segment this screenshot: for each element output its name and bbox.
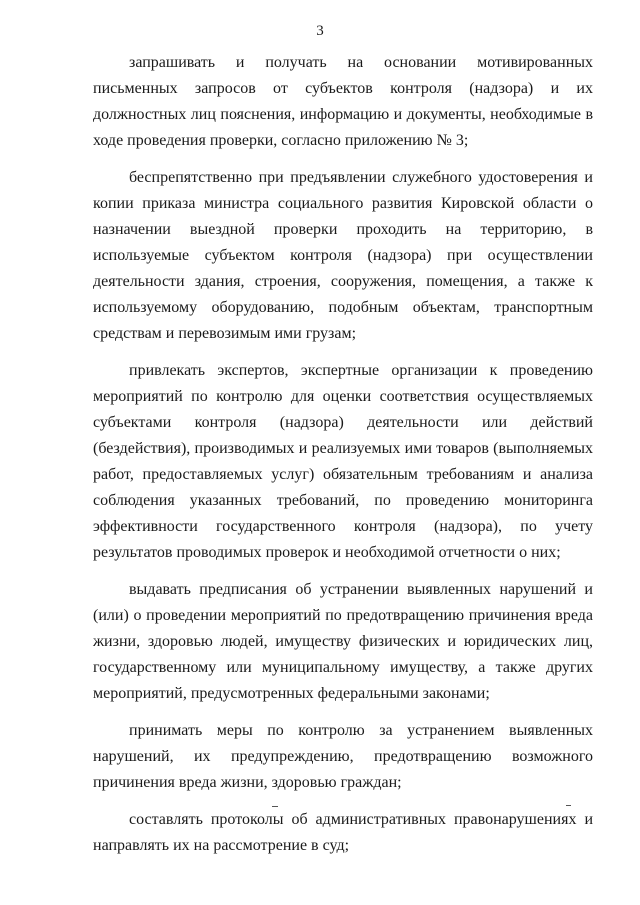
paragraph-access-territory: беспрепятственно при предъявлении служебного удостоверения и копии приказа министра социального развития Кировской области о назначении выездной проверки проходить на территорию, в используемые субъектом контроля (надзора) при осуществлении деятельности здания, строения, сооружения, помещения, а также к используемому оборудованию, подобным объектам, транспортным средствам и перевозимым ими грузам; [93, 169, 593, 342]
paragraph-engage-experts: привлекать экспертов, экспертные организации к проведению мероприятий по контролю для оценки соответствия осуществляемых субъектами контроля (надзора) деятельности или действий (бездействия), производимых и реализуемых ими товаров (выполняемых работ, предоставляемых услуг) обязательным требованиям и анализа соблюдения указанных требований, по проведению мониторинга эффективности государственного контроля (надзора), по учету результатов проводимых проверок и необходимой отчетности о них; [93, 362, 593, 561]
document-body [93, 50, 593, 870]
scan-speck [272, 806, 278, 807]
paragraph-draw-protocols: составлять протоколы об административных правонарушениях и направлять их на рассмотрение в суд; [93, 811, 593, 854]
scan-speck [566, 805, 571, 806]
page-number: 3 [316, 23, 324, 39]
paragraph-request-information: запрашивать и получать на основании мотивированных письменных запросов от субъектов контроля (надзора) и их должностных лиц пояснения, информацию и документы, необходимые в ходе проведения проверки, согласно приложению № 3; [93, 54, 593, 149]
paragraph-take-measures: принимать меры по контролю за устранением выявленных нарушений, их предупреждению, предотвращению возможного причинения вреда жизни, здоровью граждан; [93, 722, 593, 791]
paragraph-issue-orders: выдавать предписания об устранении выявленных нарушений и (или) о проведении мероприятий по предотвращению причинения вреда жизни, здоровью людей, имуществу физических и юридических лиц, государственному или муниципальному имуществу, а также других мероприятий, предусмотренных федеральными законами; [93, 581, 593, 702]
